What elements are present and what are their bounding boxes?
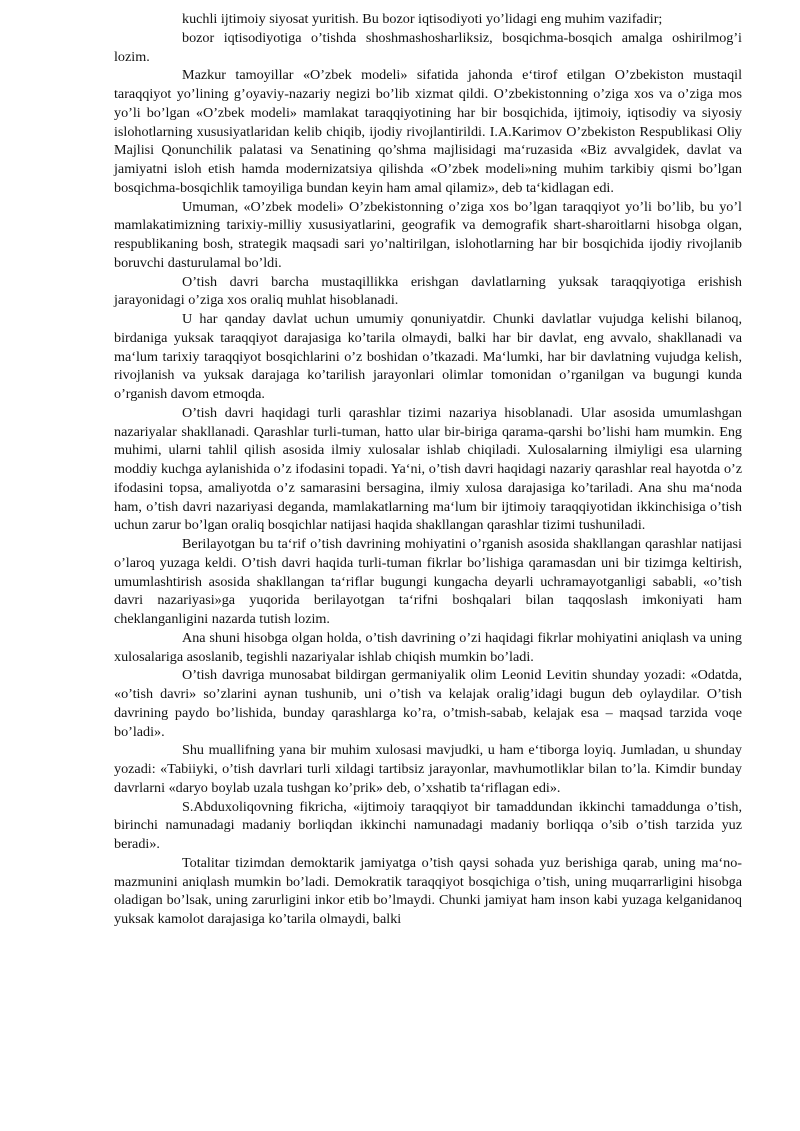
paragraph-5: O’tish davri barcha mustaqillikka erishgan davlatlarning yuksak taraqqiyotiga erishish jarayonidagi o’ziga xos oraliq muhlat hisoblanadi. — [114, 273, 742, 309]
paragraph-4: Umuman, «O’zbek modeli» O’zbekistonning o’ziga xos bo’lgan taraqqiyot yo’li bo’lib, bu yo’l mamlakatimizning tarixiy-milliy xususiyatlarini, geografik va demografik shart-sharoitlarni hisobga olgan, respublikaning bosh, strategik maqsadi sari yo’naltirilgan, islohotlarning har bir bosqichida ijodiy rivojlanib boruvchi dasturulamal bo’ldi. — [114, 198, 742, 271]
paragraph-10: O’tish davriga munosabat bildirgan germaniyalik olim Leonid Levitin shunday yozadi: «Odatda, «o’tish davri» so’zlarini aynan tushunib, uni o’tish va kelajak oralig’idagi bugun deb oylaydilar. O’tish davrining paydo bo’lishida, bunday qarashlarga ko’ra, o’tmish-sabab, kelajak esa – maqsad tarzida voqe bo’ladi». — [114, 667, 742, 740]
paragraph-8: Berilayotgan bu ta‘rif o’tish davrining mohiyatini o’rganish asosida shakllangan qarashlar natijasi o’laroq yuzaga keldi. O’tish davri haqida turli-tuman fikrlar bo’lishiga qaramasdan uni bir tizimga keltirish, umumlashtirish asosida shakllangan ta‘riflar bugungi kungacha deyarli uchramayotganligi sababli, «o’tish davri nazariyasi»ga yuqorida berilayotgan ta‘rifni boshqalari bilan taqqoslash imkoniyati ham cheklanganligini nazarda tutish lozim. — [114, 536, 742, 627]
paragraph-6: U har qanday davlat uchun umumiy qonuniyatdir. Chunki davlatlar vujudga kelishi bilanoq, birdaniga yuksak taraqqiyot darajasiga ko’tarila olmaydi, balki har bir davlat, eng avvalo, shakllanadi va ma‘lum tarixiy taraqqiyot bosqichlarini o’z boshidan o’tkazadi. Ma‘lumki, har bir davlatning vujudga kelish, rivojlanish va yuksak darajaga ko’tarilish jarayonlari olimlar tomonidan o’rganilgan va bugungi kunda o’rganish davom etmoqda. — [114, 311, 742, 402]
paragraph-13: Totalitar tizimdan demoktarik jamiyatga o’tish qaysi sohada yuz berishiga qarab, uning ma‘no-mazmunini aniqlash mumkin bo’ladi. Demokratik taraqqiyot bosqichiga o’tish, uning muqarrarligini hisobga oladigan bo’lsak, uning zarurligini inkor etib bo’lmaydi. Chunki jamiyat ham inson kabi yuzaga kelganidanoq yuksak kamolot darajasiga ko’tarila olmaydi, balki — [114, 854, 742, 927]
paragraph-12: S.Abduxoliqovning fikricha, «ijtimoiy taraqqiyot bir tamaddundan ikkinchi tamaddunga o’tish, birinchi namunadagi madaniy borliqdan ikkinchi namunadagi madaniy borliqqa o’sib o’tish tarzida yuz beradi». — [114, 798, 742, 852]
paragraph-9: Ana shuni hisobga olgan holda, o’tish davrining o’zi haqidagi fikrlar mohiyatini aniqlash va uning xulosalariga asoslanib, tegishli nazariyalar ishlab chiqish mumkin bo’ladi. — [114, 629, 742, 665]
document-page — [114, 10, 742, 929]
paragraph-7: O’tish davri haqidagi turli qarashlar tizimi nazariya hisoblanadi. Ular asosida umumlashgan nazariyalar shakllanadi. Qarashlar turli-tuman, hatto ular bir-biriga qarama-qarshi bo’lishi ham mumkin. Eng muhimi, ularni tahlil qilish asosida ilmiy xulosalar ishlab chiqiladi. Xulosalarning ilmiyligi esa ularning moddiy kuchga aylanishida o’z ifodasini topadi. Ya‘ni, o’tish davri haqidagi nazariy qarashlar real hayotda o’z ifodasini topsa, amaliyotda o’z samarasini bersagina, ilmiy xulosa darajasiga ko’tariladi. Ana shu ma‘noda ham, o’tish davri nazariyasi deganda, mamlakatlarning ma‘lum bir ijtimoiy taraqqiyotidan ikkinchisiga o’tish uchun zarur bo’lgan oraliq bosqichlar natijasi haqida shakllangan qarashlar tizimi tushuniladi. — [114, 404, 742, 534]
paragraph-2: bozor iqtisodiyotiga o’tishda shoshmashosharliksiz, bosqichma-bosqich amalga oshirilmog’i lozim. — [114, 29, 742, 65]
paragraph-3: Mazkur tamoyillar «O’zbek modeli» sifatida jahonda e‘tirof etilgan O’zbekiston mustaqil taraqqiyot yo’lining g’oyaviy-nazariy negizi bo’lib xizmat qildi. O’zbekistonning o’ziga xos va o’ziga mos yo’li bo’lgan «O’zbek modeli» mamlakat taraqqiyotining har bir bosqichida, ijtimoiy, iqtisodiy va siyosiy islohotlarning xususiyatlaridan kelib chiqib, ijodiy rivojlantirildi. I.A.Karimov O’zbekiston Respublikasi Oliy Majlisi Qonunchilik palatasi va Senatining qo’shma majlisidagi ma‘ruzasida «Biz avvalgidek, davlat va jamiyatni isloh etish hamda modernizatsiya qilishda «O’zbek modeli»ning muhim tarkibiy qismi bo’lgan bosqichma-bosqichlik tamoyiliga bundan keyin ham amal qilamiz», deb ta‘kidlagan edi. — [114, 67, 742, 196]
paragraph-1: kuchli ijtimoiy siyosat yuritish. Bu bozor iqtisodiyoti yo’lidagi eng muhim vazifadir; — [182, 11, 663, 27]
paragraph-11: Shu muallifning yana bir muhim xulosasi mavjudki, u ham e‘tiborga loyiq. Jumladan, u shunday yozadi: «Tabiiyki, o’tish davrlari turli xildagi tartibsiz jarayonlar, mavhumotliklar bilan to’la. Kimdir bunday davrlarni «daryo boylab uzala tushgan ko’prik» deb, o’xshatib ta‘riflagan edi». — [114, 742, 742, 796]
